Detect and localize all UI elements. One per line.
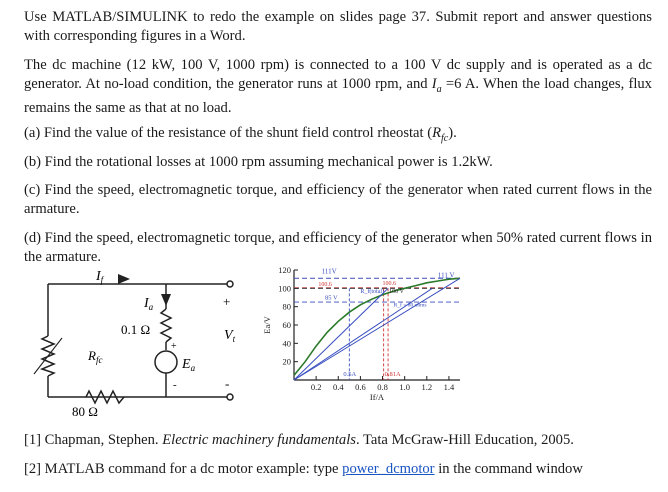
armature-source: [155, 351, 177, 373]
annotation-100-6-left: 100.6: [318, 282, 332, 289]
source-plus-sign: +: [171, 341, 177, 352]
y-tick-label-20: 20: [282, 356, 291, 367]
rheostat-arrow: [34, 338, 62, 374]
armature-resistor: [161, 309, 171, 342]
problem-text-end: =6 A. When the load changes, flux remains the same as that at no load.: [24, 76, 652, 116]
shunt-generator-circuit: [28, 264, 248, 424]
annotation-111v-left: 111V: [321, 267, 337, 276]
x-tick-label-1.0: 1.0: [399, 382, 410, 392]
y-tick-label-120: 120: [278, 265, 291, 275]
terminal-plus-sign: +: [223, 294, 231, 309]
y-tick-label-100: 100: [278, 283, 291, 294]
annotation-85v: 85 V: [324, 294, 338, 302]
question-b: (b) Find the rotational losses at 1000 rpm assuming mechanical power is 1.2kW.: [24, 154, 493, 170]
magnetization-chart: [248, 262, 470, 408]
x-tick-label-0.8: 0.8: [377, 382, 388, 392]
problem-statement: [24, 56, 652, 118]
reference-2: [2] MATLAB command for a dc motor example: type power_dcmotor in the command window: [24, 461, 583, 477]
armature-current-symbol: $I_a$: [431, 76, 442, 95]
y-tick-label-40: 40: [282, 338, 291, 349]
terminal-voltage-label: $V_t$: [224, 328, 236, 344]
annotation-rf-80: R_f = 80 ohms: [393, 302, 427, 309]
annotation-0-5a: 0.5A: [343, 371, 357, 378]
armature-current-arrow: [161, 294, 171, 306]
annotation-100v: 100 V: [389, 288, 404, 295]
question-a: (a) Find the value of the resistance of the shunt field control rheostat $(R_{fc})$.: [24, 125, 457, 144]
terminal-bottom: [227, 394, 233, 400]
x-tick-label-1.4: 1.4: [443, 382, 455, 392]
field-current-arrow: [118, 274, 130, 284]
question-d: (d) Find the speed, electromagnetic torque, and efficiency of the generator when 50% rated current flows in the armature.: [24, 230, 652, 265]
y-axis-label: Ea/V: [262, 316, 272, 334]
power-dcmotor-link[interactable]: power_dcmotor: [342, 461, 435, 477]
x-tick-label-0.2: 0.2: [310, 382, 322, 392]
reference-1: [1] Chapman, Stephen. Electric machinery fundamentals. Tata McGraw-Hill Education, 2005.: [24, 432, 574, 448]
field-resistance-value: 80 Ω: [72, 404, 98, 419]
x-tick-label-0.6: 0.6: [355, 382, 366, 392]
field-current-label: $I_f$: [96, 269, 104, 285]
problem-text-start: The dc machine (12 kW, 100 V, 1000 rpm) is connected to a 100 V dc supply and is operated as a dc generator. At no-load condition, the generator runs at 1000 rpm, and: [24, 57, 652, 92]
reference-1-title: Electric machinery fundamentals: [162, 432, 356, 448]
generated-voltage-label: $E_a$: [182, 357, 196, 373]
armature-current-label: $I_a$: [144, 296, 154, 312]
terminal-minus-sign: -: [225, 376, 230, 391]
rheostat-label: $R_{fc}$: [88, 348, 103, 365]
intro-paragraph: Use MATLAB/SIMULINK to redo the example on slides page 37. Submit report and answer questions with corresponding figures in a Word.: [24, 9, 652, 44]
terminal-top: [227, 281, 233, 287]
x-tick-label-1.2: 1.2: [421, 382, 433, 392]
y-tick-label-60: 60: [282, 320, 291, 330]
y-tick-label-80: 80: [282, 301, 291, 312]
x-tick-label-0.4: 0.4: [332, 382, 344, 392]
annotation-rf-total: R_f(total): [360, 288, 385, 295]
annotation-111v-right: 111 V: [437, 271, 455, 280]
armature-resistance-value: 0.1 Ω: [121, 322, 151, 337]
x-axis-label: If/A: [369, 392, 385, 402]
annotation-100-6-right: 100.6: [382, 281, 397, 288]
source-minus-sign: -: [173, 379, 177, 391]
question-c: (c) Find the speed, electromagnetic torque, and efficiency of the generator when rated current flows in the armature.: [24, 182, 652, 217]
series-2: [294, 288, 388, 380]
annotation-0-81a: 0.81A: [384, 371, 401, 378]
